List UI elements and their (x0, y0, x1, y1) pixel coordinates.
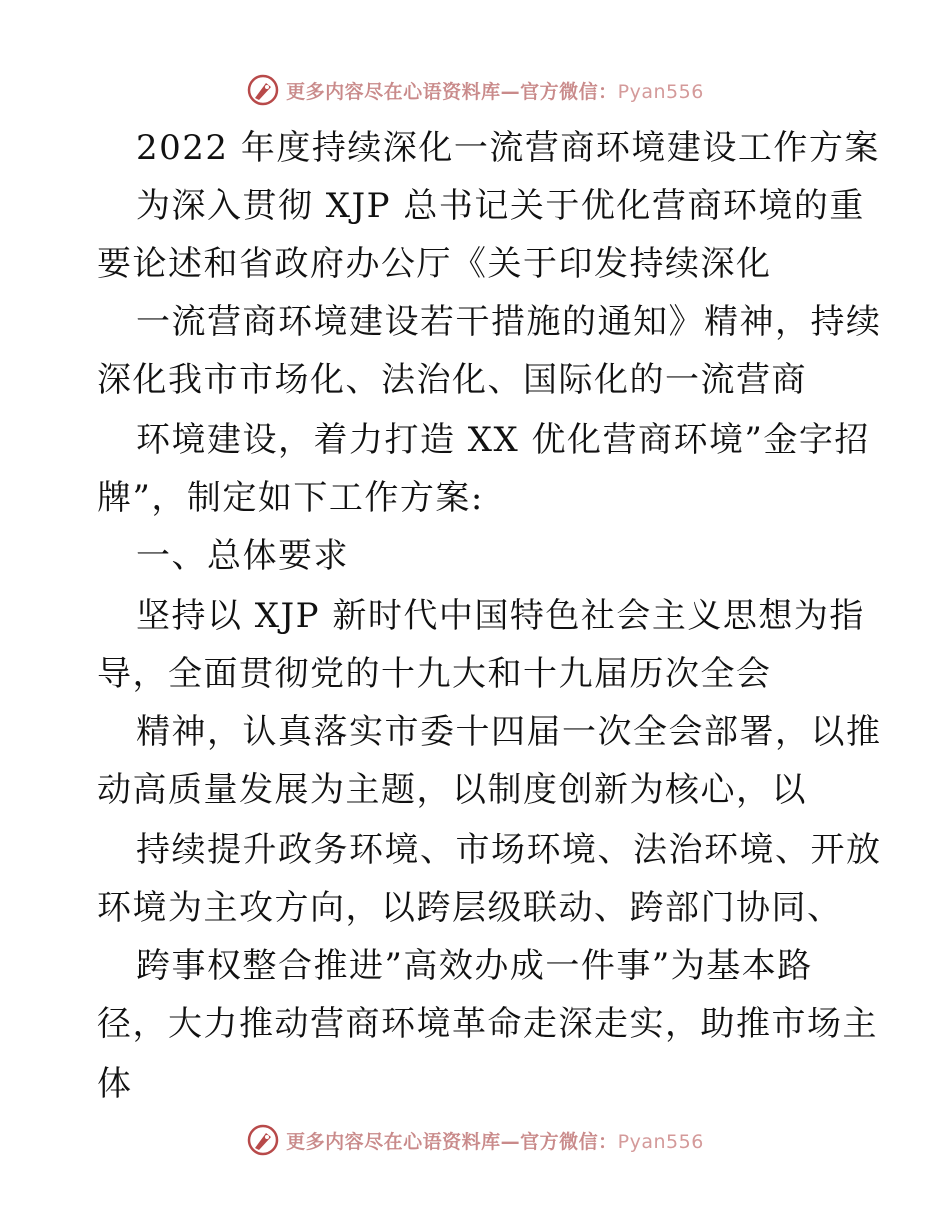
paragraph-line: 体 (97, 1064, 133, 1104)
watermark-text: 更多内容尽在心语资料库—官方微信：Pyan556 (286, 1130, 704, 1153)
paragraph-line: 一流营商环境建设若干措施的通知》精神，持续 (136, 302, 882, 342)
paragraph-line: 环境建设，着力打造 XX 优化营商环境”金字招 (136, 420, 870, 460)
paragraph-line: 要论述和省政府办公厅《关于印发持续深化 (97, 244, 772, 284)
paragraph-line: 导，全面贯彻党的十九大和十九届历次全会 (97, 654, 772, 694)
watermark-text: 更多内容尽在心语资料库—官方微信：Pyan556 (286, 80, 704, 103)
watermark-footer (0, 1120, 950, 1160)
watermark-header (0, 70, 950, 110)
paragraph-line: 坚持以 XJP 新时代中国特色社会主义思想为指 (136, 596, 865, 636)
paragraph-line: 持续提升政务环境、市场环境、法治环境、开放 (136, 830, 882, 870)
section-heading: 一、总体要求 (136, 536, 349, 576)
pen-nib-logo-icon (246, 73, 280, 107)
paragraph-line: 精神，认真落实市委十四届一次全会部署，以推 (136, 712, 882, 752)
paragraph-line: 径，大力推动营商环境革命走深走实，助推市场主 (97, 1004, 878, 1044)
pen-nib-logo-icon (246, 1123, 280, 1157)
paragraph-line: 动高质量发展为主题，以制度创新为核心，以 (97, 770, 807, 810)
paragraph-line: 为深入贯彻 XJP 总书记关于优化营商环境的重 (136, 186, 865, 226)
paragraph-line: 深化我市市场化、法治化、国际化的一流营商 (97, 360, 807, 400)
watermark-wechat-id: Pyan556 (617, 80, 704, 103)
paragraph-line: 牌”，制定如下工作方案: (97, 478, 484, 518)
paragraph-line: 跨事权整合推进”高效办成一件事”为基本路 (136, 946, 813, 986)
document-title: 2022 年度持续深化一流营商环境建设工作方案 (136, 128, 880, 168)
paragraph-line: 环境为主攻方向，以跨层级联动、跨部门协同、 (97, 888, 843, 928)
watermark-wechat-id: Pyan556 (617, 1130, 704, 1153)
